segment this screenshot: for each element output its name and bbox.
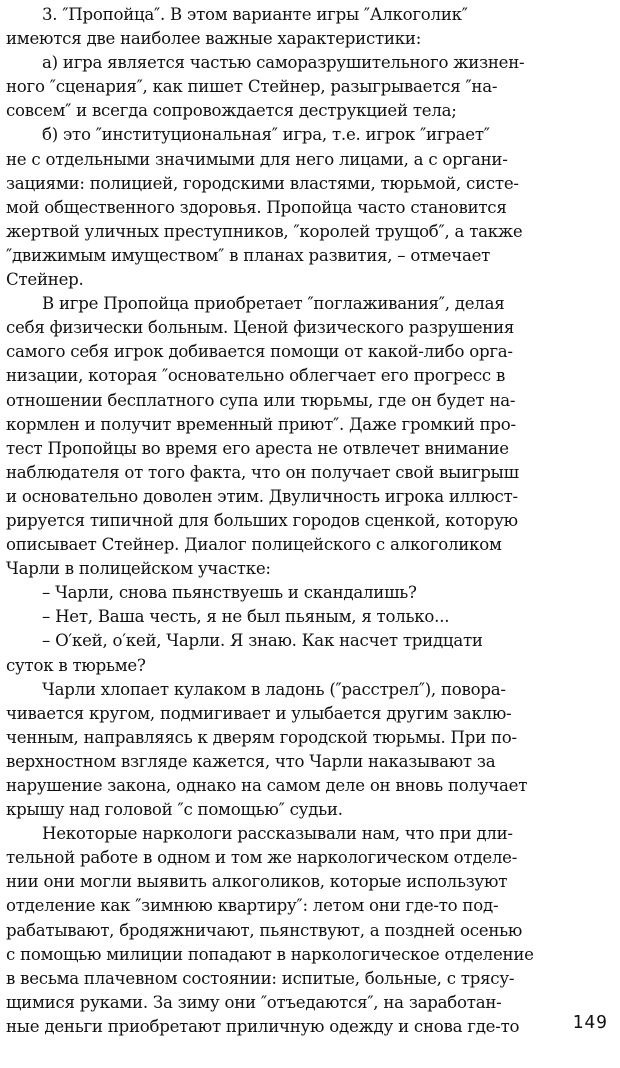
- text-line: отношении бесплатного супа или тюрьмы, где он будет на-: [6, 390, 516, 410]
- text-line: имеются две наиболее важные характеристики:: [6, 29, 422, 49]
- text-line: мой общественного здоровья. Пропойца часто становится: [6, 197, 507, 217]
- text-line: – Нет, Ваша честь, я не был пьяным, я только...: [42, 607, 450, 627]
- text-line: щимися руками. За зиму они ″отъедаются″, на заработан-: [6, 992, 502, 1012]
- text-line: жертвой уличных преступников, ″королей трущоб″, а также: [6, 221, 523, 241]
- text-line: отделение как ″зимнюю квартиру″: летом они где-то под-: [6, 896, 499, 916]
- text-line: Чарли в полицейском участке:: [6, 559, 271, 579]
- text-line: низации, которая ″основательно облегчает его прогресс в: [6, 366, 506, 386]
- text-line: ные деньги приобретают приличную одежду и снова где-то: [6, 1016, 520, 1036]
- text-line: кормлен и получит временный приют″. Даже громкий про-: [6, 414, 516, 434]
- text-line: Некоторые наркологи рассказывали нам, что при дли-: [42, 824, 513, 844]
- text-line: наблюдателя от того факта, что он получает свой выигрыш: [6, 462, 519, 482]
- text-line: самого себя игрок добивается помощи от какой-либо орга-: [6, 342, 513, 362]
- text-line: тест Пропойцы во время его ареста не отвлечет внимание: [6, 438, 509, 458]
- text-line: рабатывают, бродяжничают, пьянствуют, а поздней осенью: [6, 920, 523, 940]
- text-line: с помощью милиции попадают в наркологическое отделение: [6, 944, 534, 964]
- text-line: ченным, направляясь к дверям городской тюрьмы. При по-: [6, 727, 517, 747]
- text-line: себя физически больным. Ценой физического разрушения: [6, 318, 515, 338]
- body-text: [6, 3, 612, 1039]
- text-line: не с отдельными значимыми для него лицами, а с органи-: [6, 149, 508, 169]
- text-line: 3. ″Пропойца″. В этом варианте игры ″Алкоголик″: [42, 5, 468, 24]
- text-line: В игре Пропойца приобретает ″поглаживания″, делая: [42, 294, 505, 314]
- text-line: совсем″ и всегда сопровождается деструкцией тела;: [6, 101, 457, 121]
- text-line: ного ″сценария″, как пишет Стейнер, разыгрывается ″на-: [6, 77, 498, 97]
- text-line: в весьма плачевном состоянии: испитые, больные, с трясу-: [6, 968, 515, 988]
- text-line: Чарли хлопает кулаком в ладонь (″расстрел″), повора-: [42, 679, 506, 699]
- page-number: 149: [572, 1012, 608, 1033]
- text-line: – Чарли, снова пьянствуешь и скандалишь?: [42, 583, 417, 603]
- text-line: б) это ″институциональная″ игра, т.е. игрок ″играет″: [42, 125, 490, 145]
- text-line: нии они могли выявить алкоголиков, которые используют: [6, 872, 508, 892]
- text-line: крышу над головой ″с помощью″ судьи.: [6, 800, 343, 820]
- text-line: описывает Стейнер. Диалог полицейского с алкоголиком: [6, 535, 502, 555]
- text-line: зациями: полицией, городскими властями, тюрьмой, систе-: [6, 173, 519, 193]
- text-line: нарушение закона, однако на самом деле он вновь получает: [6, 776, 528, 795]
- text-line: а) игра является частью саморазрушительного жизнен-: [42, 53, 525, 73]
- text-line: ″движимым имуществом″ в планах развития, – отмечает: [6, 245, 491, 265]
- text-line: Стейнер.: [6, 270, 84, 290]
- text-line: и основательно доволен этим. Двуличность игрока иллюст-: [6, 486, 518, 506]
- text-line: чивается кругом, подмигивает и улыбается другим заклю-: [6, 703, 512, 723]
- text-line: рируется типичной для больших городов сценкой, которую: [6, 510, 518, 530]
- text-line: – О′кей, о′кей, Чарли. Я знаю. Как насчет тридцати: [42, 631, 483, 651]
- text-line: тельной работе в одном и том же наркологическом отделе-: [6, 848, 518, 868]
- text-line: суток в тюрьме?: [6, 655, 146, 675]
- text-line: верхностном взгляде кажется, что Чарли наказывают за: [6, 751, 496, 771]
